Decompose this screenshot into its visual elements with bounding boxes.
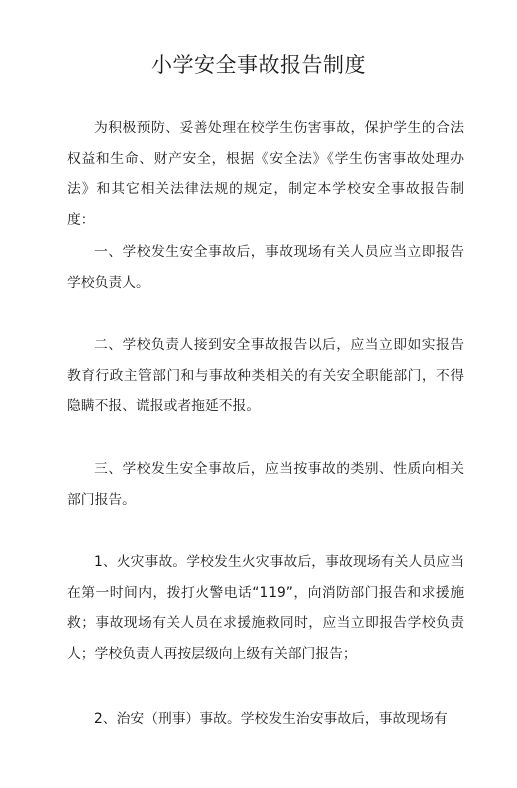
clause-3-paragraph: 三、学校发生安全事故后，应当按事故的类别、性质向相关部门报告。 bbox=[67, 461, 464, 508]
clause-2-paragraph: 二、学校负责人接到安全事故报告以后，应当立即如实报告教育行政主管部门和与事故种类相关的有关安全职能部门，不得隐瞒不报、谎报或者拖延不报。 bbox=[67, 337, 464, 414]
clause-1-paragraph: 一、学校发生安全事故后，事故现场有关人员应当立即报告学校负责人。 bbox=[67, 244, 464, 291]
fire-accident-paragraph: 1、火灾事故。学校发生火灾事故后，事故现场有关人员应当在第一时间内，拨打火警电话“119”，向消防部门报告和求援施救；事故现场有关人员在求援施救同时，应当立即报告学校负责人；学校负责人再按层级向上级有关部门报告； bbox=[67, 554, 464, 662]
intro-paragraph: 为积极预防、妥善处理在校学生伤害事故，保护学生的合法权益和生命、财产安全，根据《安全法》《学生伤害事故处理办法》和其它相关法律法规的规定，制定本学校安全事故报告制度： bbox=[67, 120, 464, 228]
security-accident-paragraph: 2、治安（刑事）事故。学校发生治安事故后，事故现场有 bbox=[94, 711, 448, 727]
document-title: 小学安全事故报告制度 bbox=[151, 53, 366, 77]
